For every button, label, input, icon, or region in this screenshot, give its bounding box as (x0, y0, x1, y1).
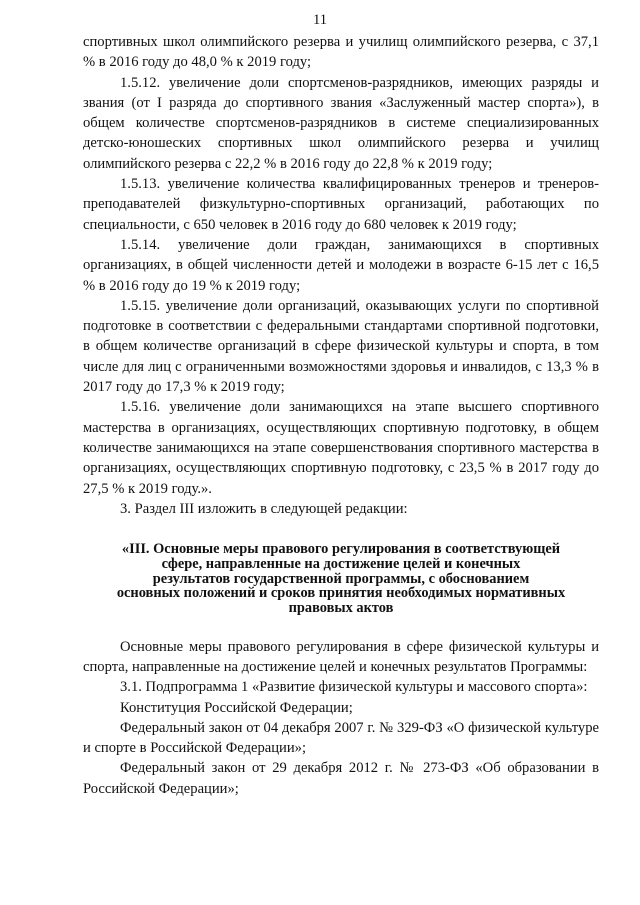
paragraph-section-instruction: 3. Раздел III изложить в следующей редакции: (120, 500, 408, 517)
section-heading-line: сфере, направленные на достижение целей и конечных (161, 555, 521, 572)
paragraph-item-1-5-13: 1.5.13. увеличение количества квалифицированных тренеров и тренеров-преподавателей физкультурно-спортивных организаций, работающих по специальности, с 650 человек в 2016 году до 680 человек к 2019 году; (83, 176, 599, 233)
paragraph-law-constitution: Конституция Российской Федерации; (120, 699, 353, 716)
section-heading (83, 542, 599, 616)
section-heading-line: «III. Основные меры правового регулирования в соответствующей (121, 541, 561, 558)
section-heading-line: результатов государственной программы, с обоснованием (152, 570, 530, 587)
paragraph-item-1-5-14: 1.5.14. увеличение доли граждан, занимающихся в спортивных организациях, в общей численности детей и молодежи в возрасте 6-15 лет с 16,5 % в 2016 году до 19 % к 2019 году; (83, 236, 599, 294)
paragraph-item-1-5-16: 1.5.16. увеличение доли занимающихся на этапе высшего спортивного мастерства в организациях, осуществляющих спортивную подготовку, в общем количестве занимающихся на этапе совершенствования спортивного мастерства в организациях, осуществляющих спортивную подготовку, с 23,5 % в 2017 году до 27,5 % к 2019 году.». (83, 399, 599, 497)
paragraph-continuation: спортивных школ олимпийского резерва и училищ олимпийского резерва, с 37,1 % в 2016 году до 48,0 % к 2019 году; (83, 34, 599, 71)
paragraph-intro: Основные меры правового регулирования в сфере физической культуры и спорта, направленные на достижение целей и конечных результатов Программы: (83, 638, 599, 675)
section-heading-line: основных положений и сроков принятия необходимых нормативных (116, 585, 566, 602)
paragraph-law-273: Федеральный закон от 29 декабря 2012 г. № 273-ФЗ «Об образовании в Российской Федерации»; (83, 760, 599, 797)
document-body (83, 32, 599, 799)
section-heading-line: правовых актов (288, 599, 394, 616)
paragraph-subprogram: 3.1. Подпрограмма 1 «Развитие физической культуры и массового спорта»: (120, 679, 588, 696)
page-number: 11 (312, 12, 328, 28)
paragraph-item-1-5-12: 1.5.12. увеличение доли спортсменов-разрядников, имеющих разряды и звания (от I разряда до спортивного звания «Заслуженный мастер спорта»), в общем количестве спортсменов-разрядников в системе специализированных детско-юношеских спортивных школ олимпийского резерва и училищ олимпийского резерва с 22,2 % в 2016 году до 22,8 % к 2019 году; (83, 74, 599, 172)
paragraph-item-1-5-15: 1.5.15. увеличение доли организаций, оказывающих услуги по спортивной подготовке в соответствии с федеральными стандартами спортивной подготовки, в общем количестве организаций в сфере физической культуры и спорта, в том числе для лиц с ограниченными возможностями здоровья и инвалидов, с 13,3 % в 2017 году до 17,3 % к 2019 году; (83, 297, 599, 396)
paragraph-law-329: Федеральный закон от 04 декабря 2007 г. № 329-ФЗ «О физической культуре и спорте в Российской Федерации»; (83, 719, 599, 757)
